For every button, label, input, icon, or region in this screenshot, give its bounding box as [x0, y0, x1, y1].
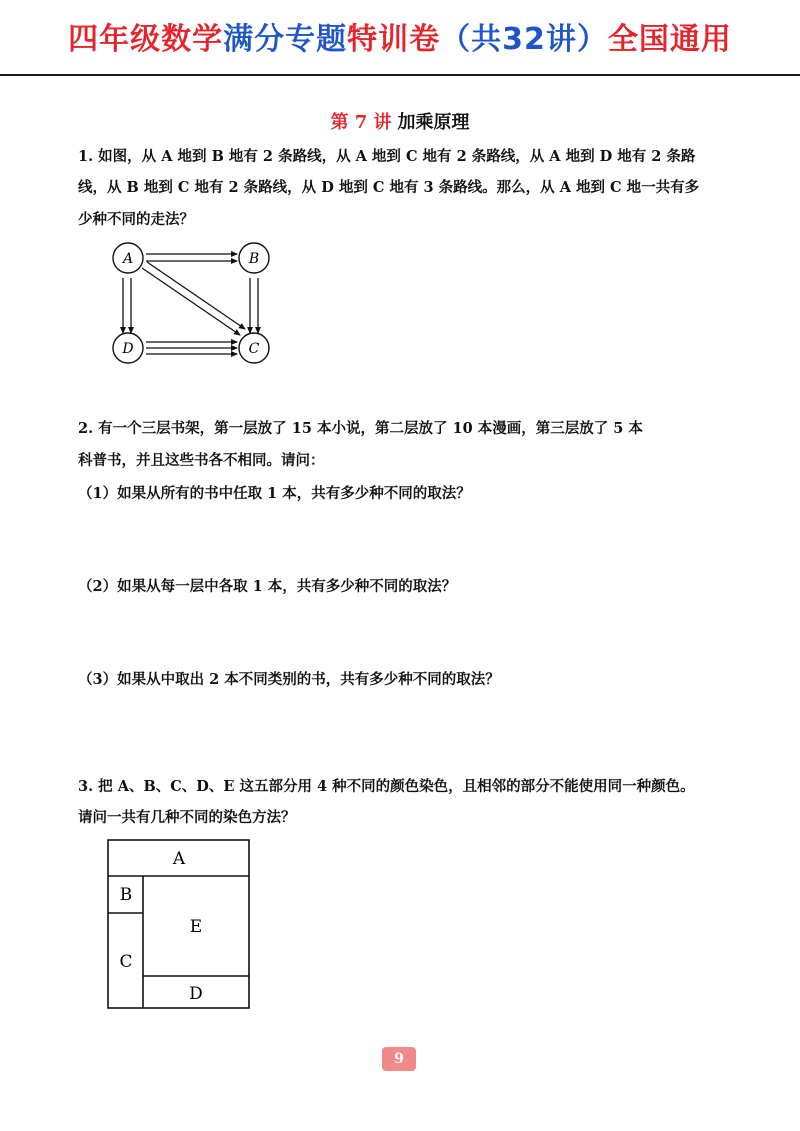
node-a-label: A — [122, 251, 134, 267]
header-title-part3: 特训卷 — [347, 22, 441, 57]
q2-sub-1: （1）如果从所有的书中任取 1 本，共有多少种不同的取法？ — [78, 485, 471, 502]
route-a-c-2 — [147, 262, 245, 329]
q1-line-3: 少种不同的走法？ — [78, 211, 194, 228]
region-d-label: D — [189, 984, 203, 1004]
route-diagram — [100, 240, 290, 370]
region-a-label: A — [172, 849, 186, 869]
region-c-label: C — [119, 952, 133, 972]
q2-sub-3: （3）如果从中取出 2 本不同类别的书，共有多少种不同的取法？ — [78, 671, 500, 688]
q1-line-1: 1. 如图，从 A 地到 B 地有 2 条路线，从 A 地到 C 地有 2 条路线，从 A 地到 D 地有 2 条路 — [78, 148, 696, 165]
q3-line-1: 3. 把 A、B、C、D、E 这五部分用 4 种不同的颜色染色，且相邻的部分不能使用同一种颜色。 — [78, 778, 695, 795]
region-e-label: E — [189, 917, 203, 937]
header-title-part2: 满分专题 — [223, 22, 348, 57]
route-a-c-1 — [142, 268, 240, 335]
q3-line-2: 请问一共有几种不同的染色方法？ — [78, 809, 296, 826]
header-title-part5: 全国通用 — [607, 22, 732, 57]
header-divider — [0, 74, 800, 76]
page-number-badge: 9 — [382, 1047, 416, 1071]
q2-line-1: 2. 有一个三层书架，第一层放了 15 本小说，第二层放了 10 本漫画，第三层放了 5 本 — [78, 420, 643, 437]
node-c-label: C — [248, 341, 260, 357]
header-banner — [0, 0, 800, 78]
region-diagram — [106, 838, 252, 1012]
lecture-number: 第 7 讲 — [330, 112, 392, 133]
node-d-label: D — [122, 341, 134, 357]
lecture-name: 加乘原理 — [397, 112, 470, 133]
header-title — [0, 14, 800, 58]
header-title-part4: （共32讲） — [440, 22, 608, 57]
q2-line-2: 科普书，并且这些书各不相同。请问： — [78, 452, 325, 469]
lecture-heading — [0, 108, 800, 134]
header-title-part1: 四年级数学 — [68, 22, 224, 57]
region-b-label: B — [119, 885, 133, 905]
node-b-label: B — [248, 251, 260, 267]
q2-sub-2: （2）如果从每一层中各取 1 本，共有多少种不同的取法？ — [78, 578, 457, 595]
q1-line-2: 线，从 B 地到 C 地有 2 条路线，从 D 地到 C 地有 3 条路线。那么，从 A 地到 C 地一共有多 — [78, 179, 700, 196]
